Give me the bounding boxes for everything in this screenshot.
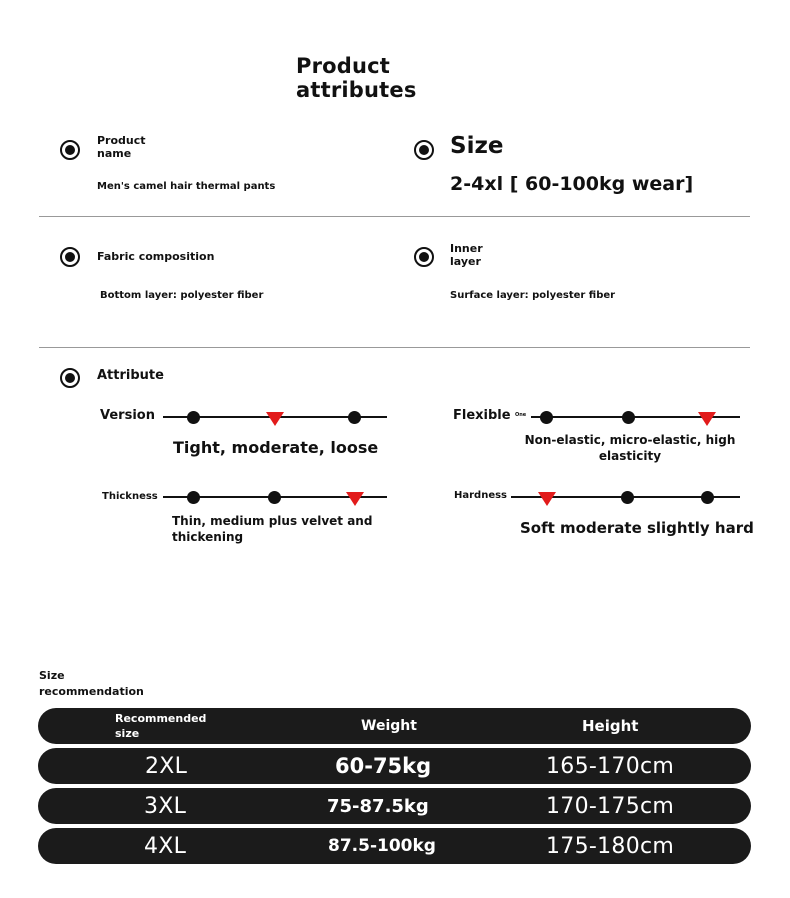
column-header-weight: Weight <box>361 718 417 734</box>
version-dot-3 <box>348 411 361 424</box>
hardness-selected-marker <box>538 492 556 506</box>
thickness-dot-1 <box>187 491 200 504</box>
size-value: 2-4xl [ 60-100kg wear] <box>450 173 694 195</box>
version-caption: Tight, moderate, loose <box>173 438 379 457</box>
table-row <box>38 828 751 864</box>
size-label: Size <box>450 133 504 159</box>
flexible-tiny-label: One <box>515 412 527 418</box>
flexible-selected-marker <box>698 412 716 426</box>
height-cell: 165-170cm <box>546 753 675 779</box>
size-recommendation-heading: Size recommendation <box>39 669 144 698</box>
hardness-dot-2 <box>621 491 634 504</box>
divider <box>39 347 750 348</box>
hardness-dot-3 <box>701 491 714 504</box>
bullet-icon <box>414 247 434 267</box>
weight-cell: 87.5-100kg <box>328 836 436 856</box>
attribute-heading: Attribute <box>97 368 164 383</box>
product-name-value: Men's camel hair thermal pants <box>97 181 276 192</box>
table-row <box>38 748 751 784</box>
size-cell: 4XL <box>144 833 187 859</box>
bullet-icon <box>414 140 434 160</box>
page-title: Product attributes <box>296 54 417 102</box>
fabric-label: Fabric composition <box>97 250 215 263</box>
bullet-icon <box>60 140 80 160</box>
inner-layer-value: Surface layer: polyester fiber <box>450 290 616 301</box>
hardness-caption: Soft moderate slightly hard <box>520 519 754 537</box>
fabric-value: Bottom layer: polyester fiber <box>100 290 264 301</box>
version-dot-1 <box>187 411 200 424</box>
column-header-height: Height <box>582 717 639 735</box>
divider <box>39 216 750 217</box>
thickness-selected-marker <box>346 492 364 506</box>
flexible-dot-2 <box>622 411 635 424</box>
product-name-label: Product name <box>97 134 146 160</box>
version-label: Version <box>100 408 155 423</box>
bullet-icon <box>60 368 80 388</box>
inner-layer-label: Inner layer <box>450 242 483 268</box>
weight-cell: 75-87.5kg <box>327 795 429 817</box>
flexible-label: Flexible <box>453 408 511 423</box>
table-row <box>38 788 751 824</box>
flexible-dot-1 <box>540 411 553 424</box>
column-header-size: Recommended size <box>115 712 207 740</box>
size-table-header <box>38 708 751 744</box>
weight-cell: 60-75kg <box>335 754 432 778</box>
height-cell: 175-180cm <box>546 833 675 859</box>
hardness-label: Hardness <box>454 490 508 501</box>
size-cell: 3XL <box>144 793 187 819</box>
thickness-label: Thickness <box>102 491 158 502</box>
height-cell: 170-175cm <box>546 793 675 819</box>
thickness-dot-2 <box>268 491 281 504</box>
version-selected-marker <box>266 412 284 426</box>
size-cell: 2XL <box>145 753 188 779</box>
thickness-caption: Thin, medium plus velvet and thickening <box>172 514 373 544</box>
bullet-icon <box>60 247 80 267</box>
flexible-caption: Non-elastic, micro-elastic, high elasticity <box>524 433 736 463</box>
